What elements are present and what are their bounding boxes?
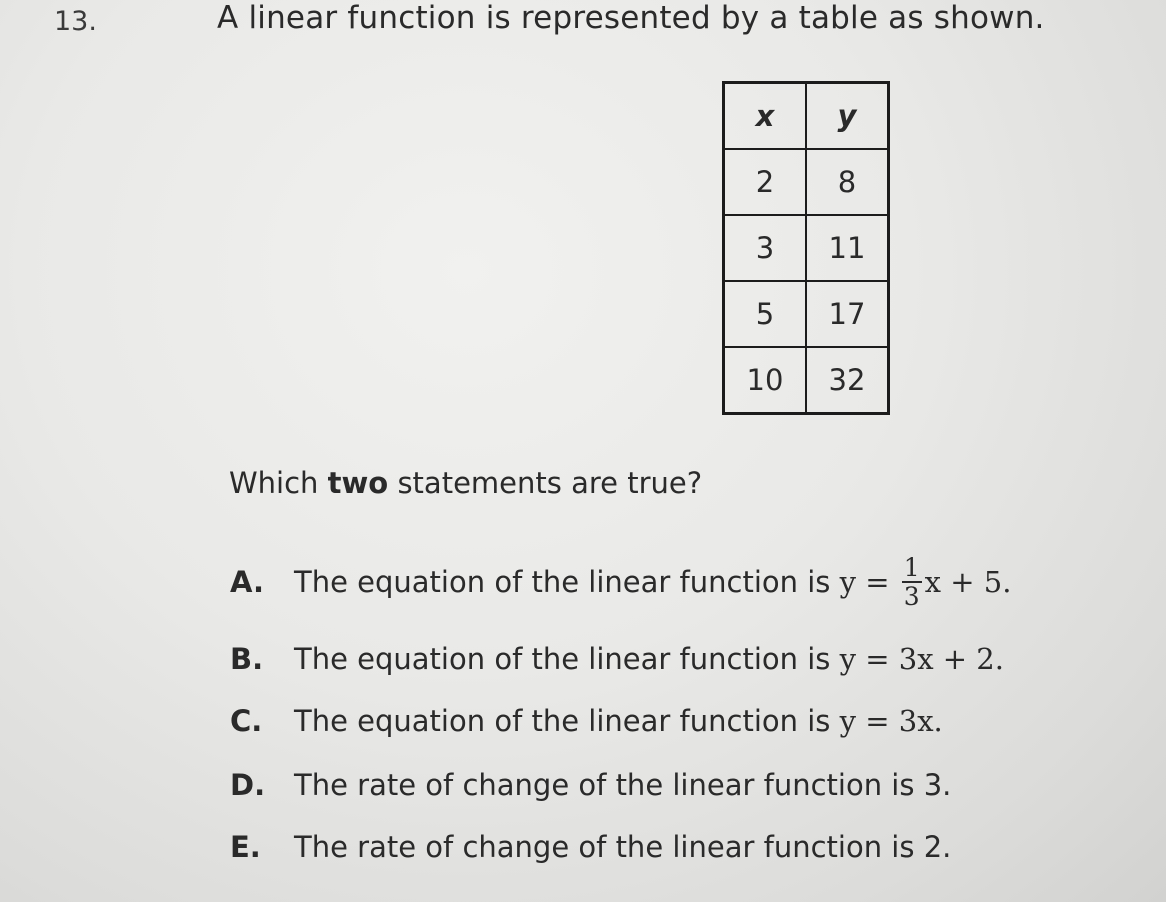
question-instruction bbox=[229, 466, 702, 500]
option-b[interactable] bbox=[230, 642, 1004, 676]
question-prompt: A linear function is represented by a table as shown. bbox=[217, 0, 1045, 36]
table-cell-x: 2 bbox=[724, 149, 807, 215]
option-a[interactable] bbox=[230, 555, 1011, 609]
table-row bbox=[724, 215, 889, 281]
option-e-letter: E. bbox=[230, 830, 261, 864]
option-b-equation: y = 3x + 2. bbox=[839, 642, 1004, 676]
option-b-letter: B. bbox=[230, 642, 264, 676]
option-e-text: The rate of change of the linear function is 2. bbox=[294, 830, 952, 864]
fraction-numerator: 1 bbox=[903, 553, 920, 582]
option-a-fraction bbox=[902, 555, 922, 609]
option-c-equation: y = 3x. bbox=[839, 704, 943, 738]
option-a-text: The equation of the linear function is bbox=[294, 565, 840, 599]
option-b-text: The equation of the linear function is bbox=[294, 642, 840, 676]
function-table bbox=[722, 81, 890, 415]
table-cell-x: 5 bbox=[724, 281, 807, 347]
option-c[interactable] bbox=[230, 704, 943, 738]
question-number: 13. bbox=[54, 6, 97, 37]
table-cell-x: 10 bbox=[724, 347, 807, 414]
instruction-text-start: Which bbox=[229, 466, 328, 500]
table-cell-y: 17 bbox=[806, 281, 889, 347]
instruction-emphasis: two bbox=[327, 466, 389, 500]
table-row bbox=[724, 149, 889, 215]
table-row bbox=[724, 347, 889, 414]
fraction-denominator: 3 bbox=[903, 582, 920, 611]
table-cell-y: 11 bbox=[806, 215, 889, 281]
table-cell-x: 3 bbox=[724, 215, 807, 281]
table-row bbox=[724, 281, 889, 347]
instruction-text-end: statements are true? bbox=[388, 466, 703, 500]
option-d-letter: D. bbox=[230, 768, 266, 802]
table-header-row bbox=[724, 83, 889, 150]
option-c-letter: C. bbox=[230, 704, 263, 738]
table-cell-y: 8 bbox=[806, 149, 889, 215]
table-header-x: x bbox=[724, 83, 807, 150]
table-header-y: y bbox=[806, 83, 889, 150]
option-d-text: The rate of change of the linear function is 3. bbox=[294, 768, 952, 802]
option-e[interactable] bbox=[230, 830, 951, 864]
option-c-text: The equation of the linear function is bbox=[294, 704, 840, 738]
option-a-rhs: x + 5. bbox=[924, 565, 1012, 599]
option-d[interactable] bbox=[230, 768, 951, 802]
table-cell-y: 32 bbox=[806, 347, 889, 414]
option-a-letter: A. bbox=[230, 565, 264, 599]
option-a-lhs: y = bbox=[839, 565, 899, 599]
